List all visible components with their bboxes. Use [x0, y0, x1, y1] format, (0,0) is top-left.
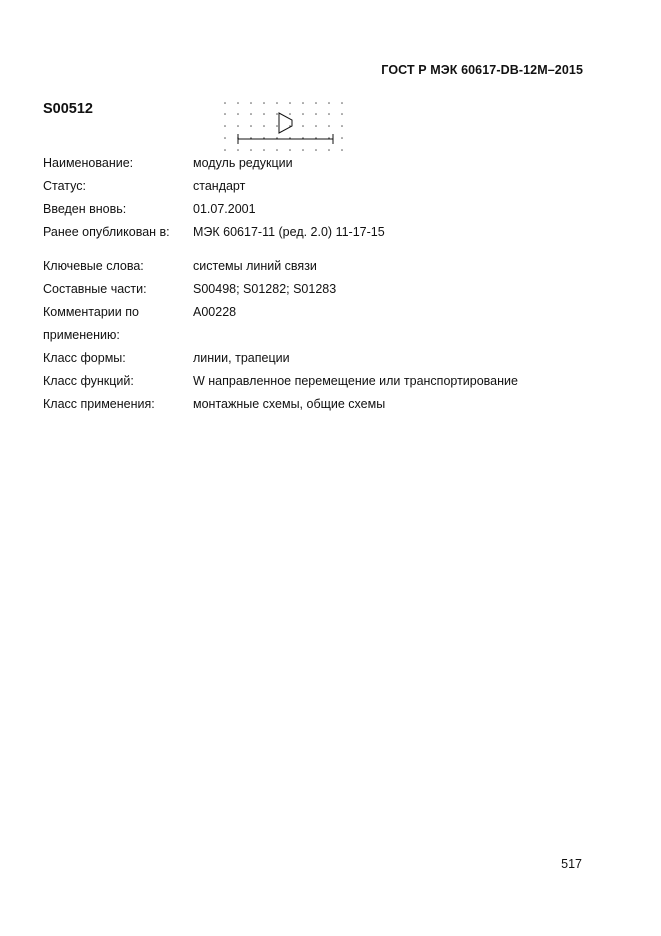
grid-dot: [328, 102, 330, 104]
grid-dot: [328, 149, 330, 151]
grid-dot: [224, 113, 226, 115]
grid-dot: [315, 102, 317, 104]
grid-dot: [237, 125, 239, 127]
grid-dot: [237, 149, 239, 151]
grid-dot: [315, 125, 317, 127]
grid-dot: [328, 113, 330, 115]
field-value: модуль редукции: [193, 156, 293, 170]
field-label: Комментарии по: [43, 305, 139, 319]
symbol-id: S00512: [43, 101, 93, 117]
grid-dot: [276, 102, 278, 104]
grid-dot: [250, 149, 252, 151]
grid-dot: [289, 102, 291, 104]
field-label: Введен вновь:: [43, 202, 127, 216]
field-value: стандарт: [193, 179, 246, 193]
grid-dot: [289, 113, 291, 115]
grid-dot: [315, 113, 317, 115]
grid-dot: [224, 102, 226, 104]
page-number: 517: [561, 857, 582, 871]
field-label: Ранее опубликован в:: [43, 225, 170, 239]
field-label: Наименование:: [43, 156, 134, 170]
field-label: применению:: [43, 328, 120, 342]
field-label: Составные части:: [43, 282, 147, 296]
grid-dot: [224, 125, 226, 127]
grid-dot: [341, 113, 343, 115]
grid-dot: [302, 102, 304, 104]
grid-dot: [276, 125, 278, 127]
grid-dot: [250, 113, 252, 115]
field-label: Ключевые слова:: [43, 259, 144, 273]
grid-dot: [276, 149, 278, 151]
field-label: Класс применения:: [43, 397, 155, 411]
grid-dot: [276, 113, 278, 115]
field-value: монтажные схемы, общие схемы: [193, 397, 386, 411]
field-label: Статус:: [43, 179, 86, 193]
grid-dot: [315, 149, 317, 151]
grid-dot: [263, 102, 265, 104]
grid-dot: [302, 113, 304, 115]
field-value: W направленное перемещение или транспортирование: [193, 374, 518, 388]
field-value: S00498; S01282; S01283: [193, 282, 337, 296]
reduction-module-symbol-icon: [220, 98, 350, 154]
grid-dot: [250, 102, 252, 104]
grid-dot: [237, 102, 239, 104]
grid-dots: [224, 102, 343, 151]
field-value: A00228: [193, 305, 237, 319]
field-value: линии, трапеции: [193, 351, 290, 365]
grid-dot: [250, 125, 252, 127]
grid-dot: [224, 149, 226, 151]
trapezoid-shape: [279, 113, 292, 133]
grid-dot: [263, 113, 265, 115]
field-label: Класс формы:: [43, 351, 126, 365]
grid-dot: [237, 113, 239, 115]
grid-dot: [328, 125, 330, 127]
grid-dot: [341, 102, 343, 104]
field-value: МЭК 60617-11 (ред. 2.0) 11-17-15: [193, 225, 385, 239]
standard-code-header: ГОСТ Р МЭК 60617-DB-12M–2015: [381, 63, 583, 77]
field-value: системы линий связи: [193, 259, 317, 273]
grid-dot: [302, 125, 304, 127]
grid-dot: [263, 149, 265, 151]
field-value: 01.07.2001: [193, 202, 256, 216]
field-label: Класс функций:: [43, 374, 134, 388]
grid-dot: [302, 149, 304, 151]
grid-dot: [341, 149, 343, 151]
grid-dot: [263, 125, 265, 127]
grid-dot: [341, 137, 343, 139]
grid-dot: [289, 149, 291, 151]
grid-dot: [341, 125, 343, 127]
grid-dot: [224, 137, 226, 139]
